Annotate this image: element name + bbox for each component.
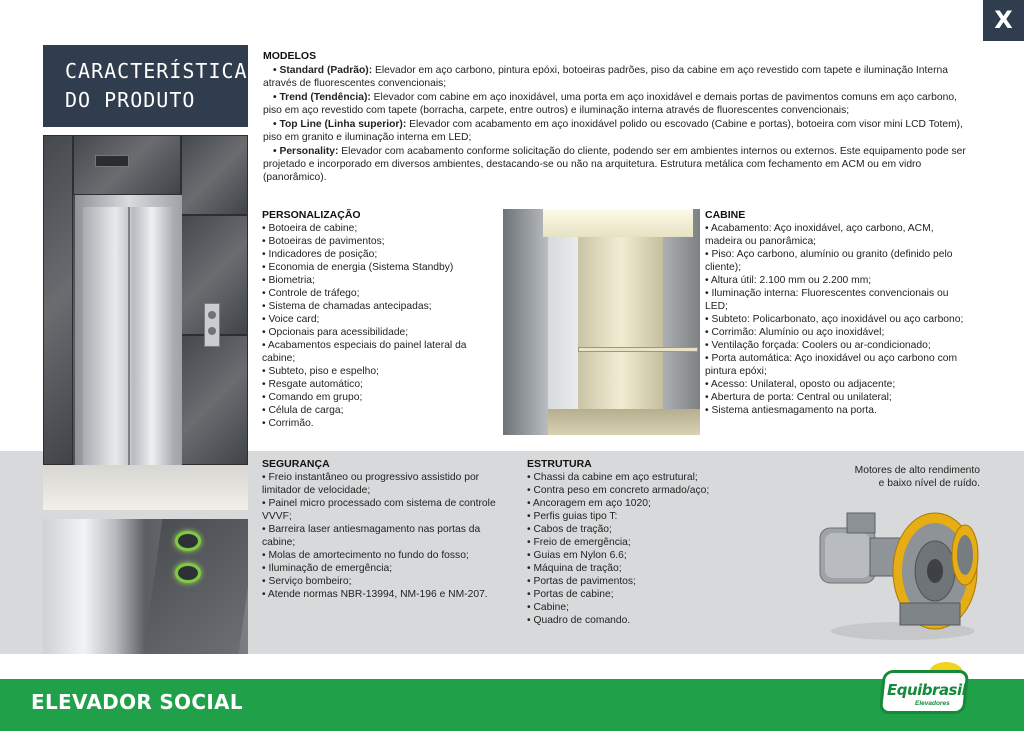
personalizacao-item: • Economia de energia (Sistema Standby) — [262, 262, 454, 273]
estrutura-heading: ESTRUTURA — [527, 458, 592, 470]
estrutura-item: • Cabine; — [527, 602, 569, 613]
call-buttons-photo — [43, 519, 248, 654]
cabine-section — [705, 209, 973, 417]
seguranca-item: • Molas de amortecimento no fundo do fosso; — [262, 550, 469, 561]
title-line-2: DO PRODUTO — [65, 88, 196, 112]
estrutura-item: • Contra peso em concreto armado/aço; — [527, 485, 710, 496]
personalizacao-item: • Sistema de chamadas antecipadas; — [262, 301, 432, 312]
estrutura-item: • Perfis guias tipo T: — [527, 511, 618, 522]
seguranca-item: • Atende normas NBR-13994, NM-196 e NM-207. — [262, 589, 488, 600]
equibrasil-logo: Equibrasil Elevadores — [879, 662, 969, 716]
personalizacao-item: • Biometria; — [262, 275, 315, 286]
personalizacao-item: • Controle de tráfego; — [262, 288, 360, 299]
estrutura-item: • Freio de emergência; — [527, 537, 631, 548]
seguranca-item: • Serviço bombeiro; — [262, 576, 352, 587]
estrutura-item: • Cabos de tração; — [527, 524, 612, 535]
cabine-item: • Piso: Aço carbono, alumínio ou granito (definido pelo cliente); — [705, 249, 953, 273]
motor-caption-line-1: Motores de alto rendimento — [854, 465, 980, 476]
seguranca-item: • Barreira laser antiesmagamento nas portas da cabine; — [262, 524, 481, 548]
estrutura-item: • Portas de pavimentos; — [527, 576, 636, 587]
modelos-heading: MODELOS — [263, 50, 317, 62]
estrutura-item: • Guias em Nylon 6.6; — [527, 550, 627, 561]
motor-caption — [830, 464, 980, 490]
personalizacao-item: • Corrimão. — [262, 418, 314, 429]
cabin-interior-photo — [503, 209, 700, 435]
estrutura-item: • Ancoragem em aço 1020; — [527, 498, 651, 509]
personalizacao-item: • Voice card; — [262, 314, 320, 325]
cabine-item: • Ventilação forçada: Coolers ou ar-condicionado; — [705, 340, 931, 351]
handrail — [578, 347, 698, 352]
model-personality: • Personality: Elevador com acabamento conforme solicitação do cliente, podendo ser em ambientes internos ou externos. Este equipamento pode ser projetado e incorporado em diversos ambientes, destacando-se ou não na arquitetura. Estrutura metálica com fechamento em ACM ou em vidro (panorâmico). — [263, 146, 966, 183]
personalizacao-item: • Célula de carga; — [262, 405, 344, 416]
estrutura-item: • Portas de cabine; — [527, 589, 614, 600]
motor-caption-line-2: e baixo nível de ruído. — [878, 478, 980, 489]
traction-motor-image — [815, 493, 985, 643]
estrutura-item: • Chassi da cabine em aço estrutural; — [527, 472, 698, 483]
call-button-panel — [204, 303, 220, 347]
modelos-section — [263, 50, 973, 184]
personalizacao-item: • Indicadores de posição; — [262, 249, 378, 260]
personalizacao-item: • Botoeira de cabine; — [262, 223, 358, 234]
seguranca-item: • Freio instantâneo ou progressivo assistido por limitador de velocidade; — [262, 472, 480, 496]
cabine-item: • Altura útil: 2.100 mm ou 2.200 mm; — [705, 275, 872, 286]
seguranca-item: • Painel micro processado com sistema de controle VVVF; — [262, 498, 496, 522]
personalizacao-heading: PERSONALIZAÇÃO — [262, 209, 361, 221]
cabine-item: • Iluminação interna: Fluorescentes convencionais ou LED; — [705, 288, 949, 312]
seguranca-item: • Iluminação de emergência; — [262, 563, 393, 574]
personalizacao-item: • Acabamentos especiais do painel lateral da cabine; — [262, 340, 467, 364]
seguranca-heading: SEGURANÇA — [262, 458, 330, 470]
cabine-item: • Sistema antiesmagamento na porta. — [705, 405, 877, 416]
elevator-door-photo — [43, 135, 248, 510]
model-top-line: • Top Line (Linha superior): Elevador com acabamento em aço inoxidável polido ou escovado (Cabine e portas), botoeira com visor mini LCD Totem), piso em granito e iluminação interna em LED; — [263, 119, 963, 143]
personalizacao-item: • Comando em grupo; — [262, 392, 363, 403]
cabine-item: • Porta automática: Aço inoxidável ou aço carbono com pintura epóxi; — [705, 353, 958, 377]
seguranca-section — [262, 458, 507, 601]
cabine-item: • Subteto: Policarbonato, aço inoxidável ou aço carbono; — [705, 314, 964, 325]
personalizacao-item: • Resgate automático; — [262, 379, 363, 390]
estrutura-item: • Quadro de comando. — [527, 615, 631, 626]
model-standard: • Standard (Padrão): Elevador em aço carbono, pintura epóxi, botoeiras padrões, piso da cabine em aço revestido com tapete e iluminação Interna através de fluorescentes convencionais; — [263, 65, 948, 89]
model-trend: • Trend (Tendência): Elevador com cabine em aço inoxidável, uma porta em aço inoxidável e demais portas de pavimentos comuns em aço carbono, piso em aço revestido com tapete (borracha, carpete, entre outros) e iluminação interna através de fluorescentes convencionais; — [263, 92, 957, 116]
title-line-1: CARACTERÍSTICAS — [65, 59, 261, 83]
personalizacao-item: • Opcionais para acessibilidade; — [262, 327, 409, 338]
cabine-item: • Acesso: Unilateral, oposto ou adjacente; — [705, 379, 896, 390]
cabine-item: • Corrimão: Alumínio ou aço inoxidável; — [705, 327, 885, 338]
personalizacao-item: • Subteto, piso e espelho; — [262, 366, 379, 377]
personalizacao-item: • Botoeiras de pavimentos; — [262, 236, 385, 247]
cabine-heading: CABINE — [705, 209, 746, 221]
personalizacao-section — [262, 209, 494, 430]
close-button[interactable]: X — [983, 0, 1024, 41]
title-panel — [43, 45, 261, 127]
estrutura-section — [527, 458, 732, 627]
cabine-item: • Acabamento: Aço inoxidável, aço carbono, ACM, madeira ou panorâmica; — [705, 223, 934, 247]
cabine-item: • Abertura de porta: Central ou unilateral; — [705, 392, 892, 403]
footer-title: ELEVADOR SOCIAL — [31, 690, 243, 714]
estrutura-item: • Máquina de tração; — [527, 563, 622, 574]
